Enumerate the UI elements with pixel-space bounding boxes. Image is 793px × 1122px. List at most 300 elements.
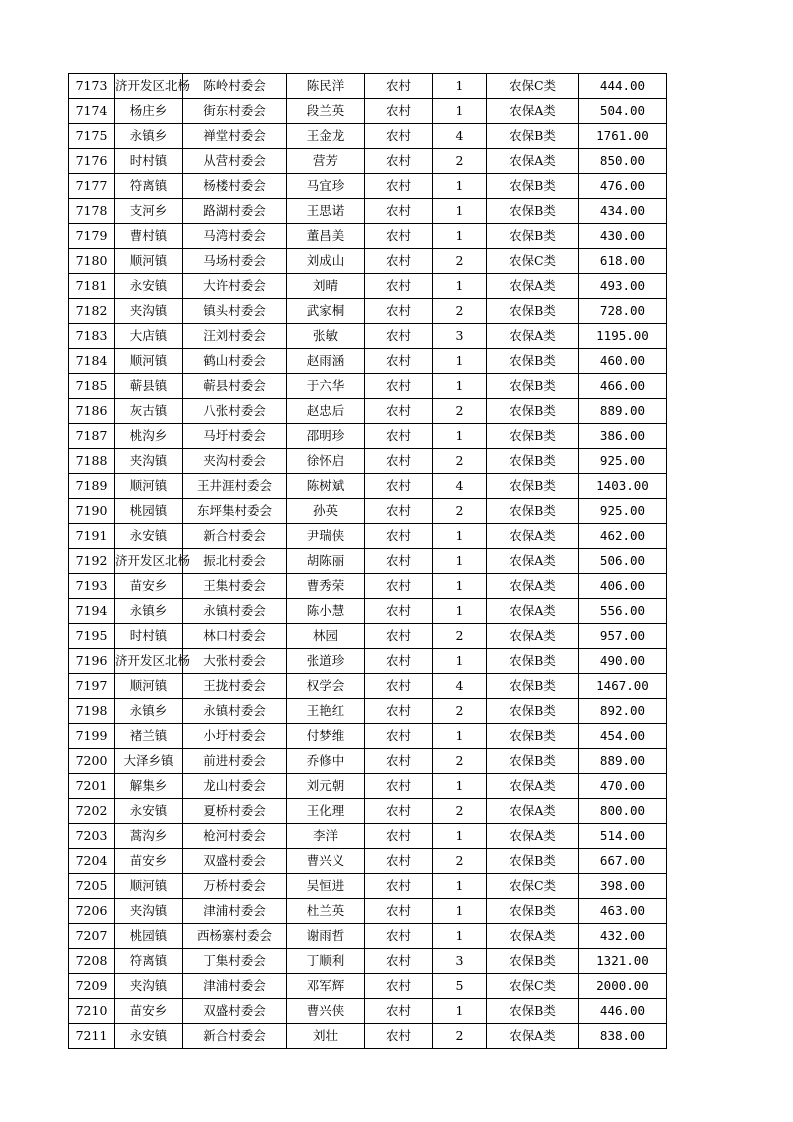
table-row bbox=[69, 574, 667, 599]
roster-table bbox=[68, 73, 667, 1049]
village-cell: 枪河村委会 bbox=[183, 824, 287, 849]
insurance-category-cell: 农保B类 bbox=[487, 349, 579, 374]
village-cell: 杨楼村委会 bbox=[183, 174, 287, 199]
name-cell: 曹兴侠 bbox=[287, 999, 365, 1024]
insurance-category-cell: 农保B类 bbox=[487, 699, 579, 724]
member-count-cell: 1 bbox=[433, 374, 487, 399]
table-row bbox=[69, 399, 667, 424]
record-id-cell: 7202 bbox=[69, 799, 115, 824]
village-cell: 小圩村委会 bbox=[183, 724, 287, 749]
town-cell: 曹村镇 bbox=[115, 224, 183, 249]
table-row bbox=[69, 524, 667, 549]
table-row bbox=[69, 99, 667, 124]
amount-cell: 460.00 bbox=[579, 349, 667, 374]
name-cell: 陈树斌 bbox=[287, 474, 365, 499]
town-cell: 苗安乡 bbox=[115, 849, 183, 874]
village-cell: 从营村委会 bbox=[183, 149, 287, 174]
table-row bbox=[69, 274, 667, 299]
town-cell: 支河乡 bbox=[115, 199, 183, 224]
record-id-cell: 7174 bbox=[69, 99, 115, 124]
name-cell: 尹瑞侠 bbox=[287, 524, 365, 549]
village-cell: 蕲县村委会 bbox=[183, 374, 287, 399]
insurance-category-cell: 农保A类 bbox=[487, 799, 579, 824]
village-cell: 马场村委会 bbox=[183, 249, 287, 274]
village-cell: 王拢村委会 bbox=[183, 674, 287, 699]
name-cell: 吴恒进 bbox=[287, 874, 365, 899]
table-row bbox=[69, 649, 667, 674]
member-count-cell: 4 bbox=[433, 124, 487, 149]
amount-cell: 925.00 bbox=[579, 449, 667, 474]
amount-cell: 728.00 bbox=[579, 299, 667, 324]
member-count-cell: 1 bbox=[433, 599, 487, 624]
village-cell: 街东村委会 bbox=[183, 99, 287, 124]
table-row bbox=[69, 474, 667, 499]
amount-cell: 1467.00 bbox=[579, 674, 667, 699]
member-count-cell: 5 bbox=[433, 974, 487, 999]
town-cell: 桃园镇 bbox=[115, 499, 183, 524]
insurance-category-cell: 农保A类 bbox=[487, 824, 579, 849]
town-cell: 大泽乡镇 bbox=[115, 749, 183, 774]
village-cell: 马湾村委会 bbox=[183, 224, 287, 249]
household-type-cell: 农村 bbox=[365, 474, 433, 499]
amount-cell: 406.00 bbox=[579, 574, 667, 599]
insurance-category-cell: 农保B类 bbox=[487, 999, 579, 1024]
record-id-cell: 7210 bbox=[69, 999, 115, 1024]
village-cell: 永镇村委会 bbox=[183, 599, 287, 624]
amount-cell: 1321.00 bbox=[579, 949, 667, 974]
table-row bbox=[69, 699, 667, 724]
table-row bbox=[69, 74, 667, 99]
member-count-cell: 4 bbox=[433, 474, 487, 499]
record-id-cell: 7205 bbox=[69, 874, 115, 899]
member-count-cell: 1 bbox=[433, 649, 487, 674]
amount-cell: 506.00 bbox=[579, 549, 667, 574]
village-cell: 龙山村委会 bbox=[183, 774, 287, 799]
town-cell: 永安镇 bbox=[115, 799, 183, 824]
village-cell: 新合村委会 bbox=[183, 524, 287, 549]
village-cell: 西杨寨村委会 bbox=[183, 924, 287, 949]
amount-cell: 470.00 bbox=[579, 774, 667, 799]
town-cell: 大店镇 bbox=[115, 324, 183, 349]
roster-body bbox=[69, 74, 667, 1049]
village-cell: 夏桥村委会 bbox=[183, 799, 287, 824]
name-cell: 李洋 bbox=[287, 824, 365, 849]
table-row bbox=[69, 974, 667, 999]
town-cell: 永安镇 bbox=[115, 1024, 183, 1049]
village-cell: 王集村委会 bbox=[183, 574, 287, 599]
record-id-cell: 7178 bbox=[69, 199, 115, 224]
household-type-cell: 农村 bbox=[365, 374, 433, 399]
amount-cell: 889.00 bbox=[579, 399, 667, 424]
town-cell: 顺河镇 bbox=[115, 474, 183, 499]
household-type-cell: 农村 bbox=[365, 899, 433, 924]
household-type-cell: 农村 bbox=[365, 324, 433, 349]
record-id-cell: 7207 bbox=[69, 924, 115, 949]
name-cell: 马宜珍 bbox=[287, 174, 365, 199]
household-type-cell: 农村 bbox=[365, 349, 433, 374]
member-count-cell: 2 bbox=[433, 849, 487, 874]
town-cell: 桃沟乡 bbox=[115, 424, 183, 449]
member-count-cell: 1 bbox=[433, 774, 487, 799]
town-cell: 褚兰镇 bbox=[115, 724, 183, 749]
member-count-cell: 2 bbox=[433, 249, 487, 274]
record-id-cell: 7206 bbox=[69, 899, 115, 924]
household-type-cell: 农村 bbox=[365, 224, 433, 249]
household-type-cell: 农村 bbox=[365, 249, 433, 274]
insurance-category-cell: 农保A类 bbox=[487, 924, 579, 949]
amount-cell: 430.00 bbox=[579, 224, 667, 249]
table-row bbox=[69, 174, 667, 199]
record-id-cell: 7185 bbox=[69, 374, 115, 399]
amount-cell: 490.00 bbox=[579, 649, 667, 674]
name-cell: 刘壮 bbox=[287, 1024, 365, 1049]
record-id-cell: 7173 bbox=[69, 74, 115, 99]
name-cell: 林园 bbox=[287, 624, 365, 649]
record-id-cell: 7192 bbox=[69, 549, 115, 574]
village-cell: 林口村委会 bbox=[183, 624, 287, 649]
member-count-cell: 2 bbox=[433, 749, 487, 774]
member-count-cell: 2 bbox=[433, 399, 487, 424]
insurance-category-cell: 农保B类 bbox=[487, 174, 579, 199]
household-type-cell: 农村 bbox=[365, 799, 433, 824]
name-cell: 王化理 bbox=[287, 799, 365, 824]
member-count-cell: 1 bbox=[433, 349, 487, 374]
amount-cell: 398.00 bbox=[579, 874, 667, 899]
village-cell: 禅堂村委会 bbox=[183, 124, 287, 149]
member-count-cell: 1 bbox=[433, 924, 487, 949]
insurance-category-cell: 农保A类 bbox=[487, 99, 579, 124]
amount-cell: 957.00 bbox=[579, 624, 667, 649]
amount-cell: 618.00 bbox=[579, 249, 667, 274]
name-cell: 武家桐 bbox=[287, 299, 365, 324]
table-row bbox=[69, 599, 667, 624]
record-id-cell: 7198 bbox=[69, 699, 115, 724]
member-count-cell: 1 bbox=[433, 274, 487, 299]
name-cell: 付梦维 bbox=[287, 724, 365, 749]
insurance-category-cell: 农保A类 bbox=[487, 524, 579, 549]
village-cell: 双盛村委会 bbox=[183, 849, 287, 874]
table-row bbox=[69, 849, 667, 874]
record-id-cell: 7187 bbox=[69, 424, 115, 449]
member-count-cell: 4 bbox=[433, 674, 487, 699]
member-count-cell: 2 bbox=[433, 699, 487, 724]
village-cell: 津浦村委会 bbox=[183, 899, 287, 924]
amount-cell: 925.00 bbox=[579, 499, 667, 524]
table-row bbox=[69, 299, 667, 324]
record-id-cell: 7200 bbox=[69, 749, 115, 774]
record-id-cell: 7211 bbox=[69, 1024, 115, 1049]
record-id-cell: 7190 bbox=[69, 499, 115, 524]
table-row bbox=[69, 774, 667, 799]
table-row bbox=[69, 624, 667, 649]
insurance-category-cell: 农保A类 bbox=[487, 774, 579, 799]
record-id-cell: 7183 bbox=[69, 324, 115, 349]
record-id-cell: 7188 bbox=[69, 449, 115, 474]
amount-cell: 1761.00 bbox=[579, 124, 667, 149]
town-cell: 永镇乡 bbox=[115, 699, 183, 724]
name-cell: 营芳 bbox=[287, 149, 365, 174]
insurance-category-cell: 农保A类 bbox=[487, 324, 579, 349]
insurance-category-cell: 农保B类 bbox=[487, 949, 579, 974]
household-type-cell: 农村 bbox=[365, 974, 433, 999]
table-row bbox=[69, 324, 667, 349]
village-cell: 津浦村委会 bbox=[183, 974, 287, 999]
amount-cell: 1195.00 bbox=[579, 324, 667, 349]
insurance-category-cell: 农保B类 bbox=[487, 199, 579, 224]
town-cell: 符离镇 bbox=[115, 949, 183, 974]
name-cell: 刘成山 bbox=[287, 249, 365, 274]
record-id-cell: 7208 bbox=[69, 949, 115, 974]
table-row bbox=[69, 674, 667, 699]
household-type-cell: 农村 bbox=[365, 299, 433, 324]
household-type-cell: 农村 bbox=[365, 549, 433, 574]
insurance-category-cell: 农保A类 bbox=[487, 549, 579, 574]
record-id-cell: 7197 bbox=[69, 674, 115, 699]
town-cell: 杨庄乡 bbox=[115, 99, 183, 124]
record-id-cell: 7177 bbox=[69, 174, 115, 199]
member-count-cell: 1 bbox=[433, 874, 487, 899]
member-count-cell: 1 bbox=[433, 424, 487, 449]
insurance-category-cell: 农保C类 bbox=[487, 74, 579, 99]
table-row bbox=[69, 449, 667, 474]
amount-cell: 466.00 bbox=[579, 374, 667, 399]
amount-cell: 800.00 bbox=[579, 799, 667, 824]
insurance-category-cell: 农保B类 bbox=[487, 674, 579, 699]
amount-cell: 889.00 bbox=[579, 749, 667, 774]
name-cell: 董昌美 bbox=[287, 224, 365, 249]
member-count-cell: 2 bbox=[433, 149, 487, 174]
village-cell: 前进村委会 bbox=[183, 749, 287, 774]
household-type-cell: 农村 bbox=[365, 774, 433, 799]
village-cell: 永镇村委会 bbox=[183, 699, 287, 724]
table-row bbox=[69, 874, 667, 899]
name-cell: 谢雨哲 bbox=[287, 924, 365, 949]
insurance-category-cell: 农保A类 bbox=[487, 574, 579, 599]
insurance-category-cell: 农保B类 bbox=[487, 424, 579, 449]
village-cell: 汪刘村委会 bbox=[183, 324, 287, 349]
name-cell: 徐怀启 bbox=[287, 449, 365, 474]
town-cell: 蕲县镇 bbox=[115, 374, 183, 399]
name-cell: 陈民洋 bbox=[287, 74, 365, 99]
insurance-category-cell: 农保C类 bbox=[487, 974, 579, 999]
amount-cell: 463.00 bbox=[579, 899, 667, 924]
town-cell: 顺河镇 bbox=[115, 349, 183, 374]
town-cell: 夹沟镇 bbox=[115, 974, 183, 999]
insurance-category-cell: 农保A类 bbox=[487, 599, 579, 624]
member-count-cell: 2 bbox=[433, 449, 487, 474]
village-cell: 马圩村委会 bbox=[183, 424, 287, 449]
town-cell: 永镇乡 bbox=[115, 599, 183, 624]
record-id-cell: 7195 bbox=[69, 624, 115, 649]
member-count-cell: 1 bbox=[433, 899, 487, 924]
record-id-cell: 7176 bbox=[69, 149, 115, 174]
name-cell: 权学会 bbox=[287, 674, 365, 699]
record-id-cell: 7175 bbox=[69, 124, 115, 149]
name-cell: 乔修中 bbox=[287, 749, 365, 774]
table-row bbox=[69, 124, 667, 149]
household-type-cell: 农村 bbox=[365, 149, 433, 174]
insurance-category-cell: 农保B类 bbox=[487, 474, 579, 499]
name-cell: 邓军辉 bbox=[287, 974, 365, 999]
household-type-cell: 农村 bbox=[365, 599, 433, 624]
town-cell: 苗安乡 bbox=[115, 574, 183, 599]
household-type-cell: 农村 bbox=[365, 174, 433, 199]
insurance-category-cell: 农保A类 bbox=[487, 624, 579, 649]
household-type-cell: 农村 bbox=[365, 74, 433, 99]
record-id-cell: 7209 bbox=[69, 974, 115, 999]
town-cell: 灰古镇 bbox=[115, 399, 183, 424]
insurance-category-cell: 农保B类 bbox=[487, 499, 579, 524]
record-id-cell: 7194 bbox=[69, 599, 115, 624]
insurance-category-cell: 农保C类 bbox=[487, 874, 579, 899]
member-count-cell: 3 bbox=[433, 949, 487, 974]
village-cell: 新合村委会 bbox=[183, 1024, 287, 1049]
household-type-cell: 农村 bbox=[365, 399, 433, 424]
table-row bbox=[69, 349, 667, 374]
member-count-cell: 1 bbox=[433, 574, 487, 599]
record-id-cell: 7180 bbox=[69, 249, 115, 274]
amount-cell: 434.00 bbox=[579, 199, 667, 224]
insurance-category-cell: 农保B类 bbox=[487, 749, 579, 774]
record-id-cell: 7204 bbox=[69, 849, 115, 874]
village-cell: 鹤山村委会 bbox=[183, 349, 287, 374]
insurance-category-cell: 农保A类 bbox=[487, 274, 579, 299]
insurance-category-cell: 农保B类 bbox=[487, 724, 579, 749]
member-count-cell: 1 bbox=[433, 824, 487, 849]
household-type-cell: 农村 bbox=[365, 999, 433, 1024]
table-row bbox=[69, 499, 667, 524]
insurance-category-cell: 农保B类 bbox=[487, 124, 579, 149]
name-cell: 赵雨涵 bbox=[287, 349, 365, 374]
record-id-cell: 7186 bbox=[69, 399, 115, 424]
table-row bbox=[69, 199, 667, 224]
village-cell: 双盛村委会 bbox=[183, 999, 287, 1024]
town-cell: 夹沟镇 bbox=[115, 449, 183, 474]
village-cell: 路湖村委会 bbox=[183, 199, 287, 224]
member-count-cell: 2 bbox=[433, 799, 487, 824]
household-type-cell: 农村 bbox=[365, 424, 433, 449]
village-cell: 八张村委会 bbox=[183, 399, 287, 424]
insurance-category-cell: 农保C类 bbox=[487, 249, 579, 274]
town-cell: 顺河镇 bbox=[115, 674, 183, 699]
household-type-cell: 农村 bbox=[365, 924, 433, 949]
household-type-cell: 农村 bbox=[365, 649, 433, 674]
record-id-cell: 7193 bbox=[69, 574, 115, 599]
member-count-cell: 2 bbox=[433, 499, 487, 524]
household-type-cell: 农村 bbox=[365, 524, 433, 549]
town-cell: 永安镇 bbox=[115, 274, 183, 299]
record-id-cell: 7179 bbox=[69, 224, 115, 249]
household-type-cell: 农村 bbox=[365, 574, 433, 599]
table-row bbox=[69, 249, 667, 274]
name-cell: 曹兴义 bbox=[287, 849, 365, 874]
town-cell: 蒿沟乡 bbox=[115, 824, 183, 849]
household-type-cell: 农村 bbox=[365, 949, 433, 974]
insurance-category-cell: 农保B类 bbox=[487, 849, 579, 874]
member-count-cell: 3 bbox=[433, 324, 487, 349]
insurance-category-cell: 农保B类 bbox=[487, 449, 579, 474]
member-count-cell: 2 bbox=[433, 624, 487, 649]
town-cell: 济开发区北杨 bbox=[115, 74, 183, 99]
member-count-cell: 2 bbox=[433, 1024, 487, 1049]
amount-cell: 454.00 bbox=[579, 724, 667, 749]
household-type-cell: 农村 bbox=[365, 1024, 433, 1049]
amount-cell: 850.00 bbox=[579, 149, 667, 174]
village-cell: 王井涯村委会 bbox=[183, 474, 287, 499]
record-id-cell: 7191 bbox=[69, 524, 115, 549]
name-cell: 杜兰英 bbox=[287, 899, 365, 924]
village-cell: 东坪集村委会 bbox=[183, 499, 287, 524]
record-id-cell: 7182 bbox=[69, 299, 115, 324]
table-row bbox=[69, 374, 667, 399]
household-type-cell: 农村 bbox=[365, 749, 433, 774]
village-cell: 振北村委会 bbox=[183, 549, 287, 574]
member-count-cell: 1 bbox=[433, 524, 487, 549]
household-type-cell: 农村 bbox=[365, 199, 433, 224]
amount-cell: 667.00 bbox=[579, 849, 667, 874]
town-cell: 时村镇 bbox=[115, 624, 183, 649]
table-row bbox=[69, 749, 667, 774]
record-id-cell: 7184 bbox=[69, 349, 115, 374]
amount-cell: 2000.00 bbox=[579, 974, 667, 999]
town-cell: 时村镇 bbox=[115, 149, 183, 174]
village-cell: 大许村委会 bbox=[183, 274, 287, 299]
member-count-cell: 1 bbox=[433, 174, 487, 199]
household-type-cell: 农村 bbox=[365, 99, 433, 124]
table-row bbox=[69, 949, 667, 974]
amount-cell: 444.00 bbox=[579, 74, 667, 99]
household-type-cell: 农村 bbox=[365, 124, 433, 149]
town-cell: 桃园镇 bbox=[115, 924, 183, 949]
member-count-cell: 1 bbox=[433, 724, 487, 749]
household-type-cell: 农村 bbox=[365, 874, 433, 899]
member-count-cell: 1 bbox=[433, 549, 487, 574]
town-cell: 符离镇 bbox=[115, 174, 183, 199]
village-cell: 镇头村委会 bbox=[183, 299, 287, 324]
table-row bbox=[69, 824, 667, 849]
amount-cell: 476.00 bbox=[579, 174, 667, 199]
town-cell: 济开发区北杨 bbox=[115, 649, 183, 674]
village-cell: 万桥村委会 bbox=[183, 874, 287, 899]
insurance-category-cell: 农保A类 bbox=[487, 1024, 579, 1049]
name-cell: 于六华 bbox=[287, 374, 365, 399]
name-cell: 刘元朝 bbox=[287, 774, 365, 799]
member-count-cell: 2 bbox=[433, 299, 487, 324]
name-cell: 段兰英 bbox=[287, 99, 365, 124]
table-row bbox=[69, 724, 667, 749]
household-type-cell: 农村 bbox=[365, 274, 433, 299]
village-cell: 陈岭村委会 bbox=[183, 74, 287, 99]
name-cell: 王金龙 bbox=[287, 124, 365, 149]
name-cell: 张敏 bbox=[287, 324, 365, 349]
name-cell: 刘晴 bbox=[287, 274, 365, 299]
table-row bbox=[69, 999, 667, 1024]
member-count-cell: 1 bbox=[433, 74, 487, 99]
record-id-cell: 7203 bbox=[69, 824, 115, 849]
amount-cell: 1403.00 bbox=[579, 474, 667, 499]
insurance-category-cell: 农保B类 bbox=[487, 299, 579, 324]
insurance-category-cell: 农保B类 bbox=[487, 899, 579, 924]
household-type-cell: 农村 bbox=[365, 824, 433, 849]
table-row bbox=[69, 224, 667, 249]
record-id-cell: 7199 bbox=[69, 724, 115, 749]
household-type-cell: 农村 bbox=[365, 624, 433, 649]
name-cell: 邵明珍 bbox=[287, 424, 365, 449]
table-row bbox=[69, 924, 667, 949]
village-cell: 夹沟村委会 bbox=[183, 449, 287, 474]
amount-cell: 493.00 bbox=[579, 274, 667, 299]
name-cell: 陈小慧 bbox=[287, 599, 365, 624]
